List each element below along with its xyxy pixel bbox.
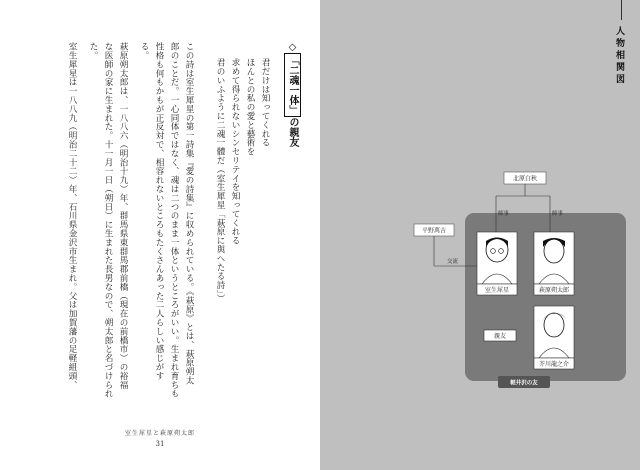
poem-line: 求めて得られないシンセリテイを知ってくれる <box>230 58 240 245</box>
poem-line: ほんとの私の愛と藝術を <box>245 58 255 156</box>
edge-title: 人物相関図 <box>614 26 624 86</box>
body-line: た。 <box>88 42 98 60</box>
poem-line: 君だけは知ってくれる <box>260 58 270 147</box>
body-line: この詩は室生犀星の第一詩集『愛の詩集』に収められている。《萩原》とは、萩原朔太 <box>184 42 194 385</box>
relationship-diagram <box>320 0 640 470</box>
body-line: 郎のことだ。一心同体ではなく、魂は二つのまま一体というところがいい。生まれ育ちも <box>169 42 179 398</box>
diamond-icon: ◇ <box>287 42 298 53</box>
akutagawa-name: 芥川龍之介 <box>538 361 570 368</box>
master-label: 師事 <box>552 211 564 217</box>
section-heading <box>285 42 300 147</box>
group-label: 軽井沢の友 <box>510 380 538 387</box>
body-line: な医師の家に生まれた。十一月一日（朔日）に生まれた長男なので、朔太郎と名づけられ <box>103 42 113 398</box>
person-icon <box>544 239 564 263</box>
muro-name: 室生犀星 <box>484 287 510 294</box>
kitahara-label: 北原白秋 <box>512 175 538 183</box>
section-heading-suffix: の親友 <box>287 117 298 147</box>
person-icon <box>544 313 564 337</box>
hirano-label: 平野萬吉 <box>421 227 447 235</box>
exchange-label: 交流 <box>447 259 459 265</box>
shinyu-label: 親友 <box>493 333 507 340</box>
hagiwara-name: 萩原朔太郎 <box>538 287 570 294</box>
footer-title: 室生犀星と萩原朔太郎 <box>124 430 195 437</box>
right-page <box>320 0 640 470</box>
section-heading-boxed: 「二魂一体」 <box>284 53 301 117</box>
master-label: 師事 <box>498 211 510 217</box>
body-line: 萩原朔太郎は、一八八六（明治十九）年、群馬県東群馬郡前橋（現在の前橋市）の裕福 <box>118 42 128 390</box>
poem-line: 君のいふように二魂一體だ（室生犀星「萩原に與へたる詩」） <box>215 58 225 303</box>
body-line: 性格も何もかもが正反対で、相容れないところもたくさんあった二人らしい感じがす <box>154 42 164 381</box>
page-number: 31 <box>155 440 165 448</box>
body-line: 室生犀星は一八八九（明治二十二）年、石川県金沢市生まれ。父は加賀藩の足軽組頭、 <box>67 42 77 390</box>
body-line: る。 <box>139 42 149 60</box>
